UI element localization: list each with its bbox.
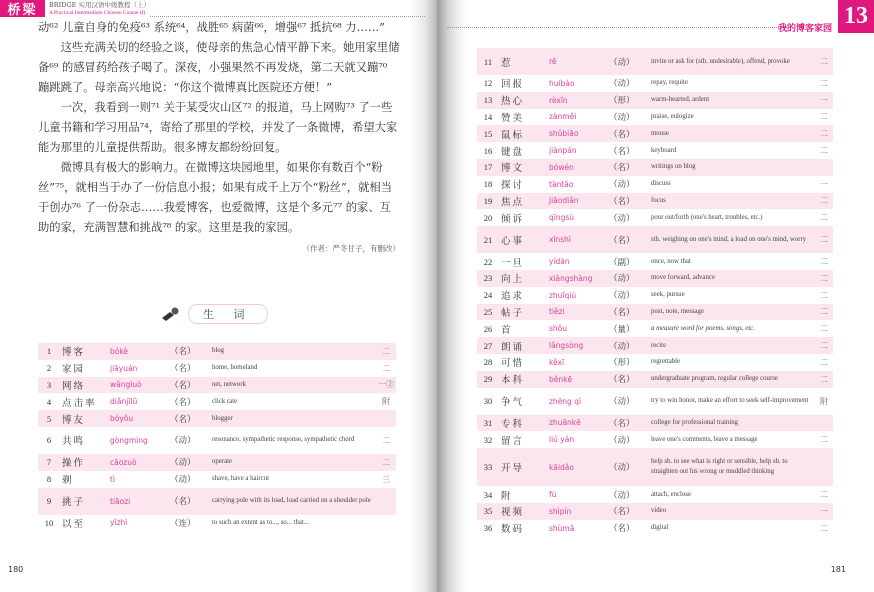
vocab-definition: recite	[651, 341, 667, 349]
vocab-definition: to such an extent as to..., so... that...	[212, 518, 309, 526]
vocab-word: 剃	[62, 475, 74, 487]
page-number: 180	[8, 565, 24, 574]
vocab-part-of-speech: （量）	[609, 324, 635, 335]
vocab-part-of-speech: （名）	[170, 397, 196, 408]
vocab-definition: net, network	[212, 380, 246, 388]
vocab-pinyin: xiàngshàng	[549, 273, 593, 283]
vocab-number: 16	[483, 145, 493, 156]
vocab-definition: video	[651, 507, 667, 515]
vocab-pinyin: jiāyuán	[110, 363, 138, 373]
vocab-row	[477, 287, 833, 304]
vocab-part-of-speech: （名）	[609, 307, 635, 318]
vocab-level: 二	[820, 129, 828, 139]
vocab-row	[477, 48, 833, 75]
vocab-number: 27	[483, 340, 493, 351]
vocab-word: 博文	[501, 163, 525, 175]
vocab-level: 二	[820, 257, 828, 267]
vocab-word: 热心	[501, 96, 525, 108]
vocab-pinyin: zhuīqiú	[549, 290, 577, 300]
vocab-word: 争气	[501, 397, 525, 409]
vocab-number: 8	[46, 474, 52, 485]
vocab-row	[477, 320, 833, 337]
vocab-definition: resonance, sympathetic response, sympathetic chord	[212, 436, 355, 444]
vocab-pinyin: rèxīn	[549, 95, 568, 105]
vocab-row	[477, 486, 833, 503]
vocab-row	[38, 471, 396, 488]
vocab-pinyin: yídàn	[549, 257, 570, 267]
vocab-part-of-speech: （动）	[609, 213, 635, 224]
vocab-row	[477, 371, 833, 388]
lesson-title: 我的博客家园	[777, 24, 832, 34]
vocab-pinyin: bówén	[549, 162, 574, 172]
vocab-number: 25	[483, 306, 493, 317]
vocab-number: 15	[483, 128, 493, 139]
vocab-word: 留言	[501, 435, 525, 447]
vocab-level: 二	[820, 307, 828, 317]
vocab-number: 35	[483, 506, 493, 517]
vocab-part-of-speech: （名）	[170, 414, 196, 425]
vocab-pinyin: wǎngluò	[110, 380, 142, 390]
article-paragraph: 微博具有极大的影响力。在微博这块园地里，如果你有数百个“粉丝”⁷⁵，就相当于办了一份信息小报；如果有成千上万个“粉丝”，就相当于创办⁷⁶ 了一份杂志……我爱博客，也爱微博，这是个多元⁷⁷ 的家、互助的家，充满智慧和挑战⁷⁸ 的家。这里是我的家园。	[38, 161, 392, 234]
vocab-pinyin: shùmǎ	[549, 523, 575, 533]
vocab-part-of-speech: （连）	[170, 518, 196, 529]
vocab-definition: discuss	[651, 180, 671, 188]
vocab-number: 30	[483, 396, 493, 407]
vocab-row	[38, 515, 396, 532]
vocab-level: 二	[820, 78, 828, 88]
vocab-part-of-speech: （动）	[609, 79, 635, 90]
vocab-row	[477, 109, 833, 126]
vocab-definition: undergraduate program, regular college course	[651, 375, 778, 383]
vocab-pinyin: kāidǎo	[549, 462, 574, 472]
vocab-part-of-speech: （名）	[170, 497, 196, 508]
vocab-table-right	[477, 48, 833, 537]
vocab-pinyin: běnkē	[549, 374, 573, 384]
vocab-part-of-speech: （名）	[609, 418, 635, 429]
vocab-word: 追求	[501, 291, 525, 303]
vocab-level: 二	[820, 357, 828, 367]
vocab-word: 焦点	[501, 196, 525, 208]
vocab-row	[477, 75, 833, 92]
vocab-definition: move forward, advance	[651, 274, 715, 282]
vocab-pinyin: tiězi	[549, 307, 565, 317]
vocab-pinyin: gòngmíng	[110, 435, 148, 445]
vocab-word: 挑子	[62, 497, 86, 509]
vocab-pinyin: zhēng qì	[549, 396, 582, 406]
vocab-level: 附	[820, 396, 828, 406]
vocab-word: 向上	[501, 274, 525, 286]
vocab-level: 二	[382, 363, 390, 373]
vocab-word: 回报	[501, 79, 525, 91]
vocab-row	[477, 431, 833, 448]
vocab-level: 二	[820, 374, 828, 384]
vocab-number: 6	[46, 435, 52, 446]
vocab-number: 34	[483, 489, 493, 500]
vocab-number: 11	[483, 56, 493, 67]
vocab-part-of-speech: （动）	[170, 458, 196, 469]
vocab-row	[477, 176, 833, 193]
vocab-level: 二	[820, 290, 828, 300]
vocab-number: 17	[483, 162, 493, 173]
vocab-row	[38, 360, 396, 377]
article-paragraph: 一次，我看到一则⁷¹ 关于某受灾山区⁷² 的报道，马上网购⁷³ 了一些儿童书籍和学习用品⁷⁴，寄给了那里的学校，并发了一条微博，希望大家能为那里的儿童提供帮助。很多博友都纷纷回复。	[38, 101, 398, 154]
vocab-definition: post, note, message	[651, 307, 704, 315]
vocab-row	[477, 503, 833, 520]
vocab-part-of-speech: （名）	[609, 507, 635, 518]
vocab-word: 探讨	[501, 180, 525, 192]
vocab-word: 家园	[62, 364, 86, 376]
vocab-number: 3	[46, 379, 52, 390]
vocab-number: 9	[46, 496, 52, 507]
vocab-level: 二	[820, 490, 828, 500]
vocab-pinyin: tì	[110, 474, 116, 484]
vocab-pinyin: rě	[549, 57, 557, 66]
vocab-level: 二	[382, 435, 390, 445]
vocab-number: 29	[483, 374, 493, 385]
vocab-number: 33	[483, 462, 493, 473]
vocab-level: 二	[820, 341, 828, 351]
vocab-level: 二	[820, 196, 828, 206]
vocab-number: 14	[483, 111, 493, 122]
vocab-pinyin: huíbào	[549, 78, 575, 88]
vocab-number: 10	[44, 517, 54, 528]
vocab-word: 数码	[501, 524, 525, 536]
vocab-part-of-speech: （动）	[609, 291, 635, 302]
vocab-level: 二	[820, 235, 828, 245]
vocab-word: 网络	[62, 380, 86, 392]
vocab-word: 专科	[501, 418, 525, 430]
vocab-number: 7	[46, 457, 52, 468]
vocab-word: 本科	[501, 375, 525, 387]
vocab-pinyin: kěxī	[549, 357, 565, 367]
vocab-row	[38, 377, 396, 394]
vocab-number: 18	[483, 179, 493, 190]
vocab-row	[38, 427, 396, 454]
vocab-level: 一	[820, 95, 828, 105]
vocab-number: 26	[483, 323, 493, 334]
vocab-pinyin: bókè	[110, 346, 129, 356]
vocab-definition: once, now that	[651, 257, 691, 265]
vocab-level: 一	[820, 506, 828, 516]
vocab-level: 二	[820, 146, 828, 156]
vocab-number: 2	[46, 363, 52, 374]
vocab-word: 首	[501, 324, 513, 336]
vocab-row	[477, 415, 833, 432]
vocab-pinyin: zànměi	[549, 112, 577, 122]
vocab-level: 附	[382, 397, 390, 407]
vocab-definition: leave one's comments, leave a message	[651, 435, 758, 443]
vocab-definition: operate	[212, 458, 232, 466]
vocab-number: 20	[483, 212, 493, 223]
vocab-word: 帖子	[501, 307, 525, 319]
vocab-definition: pour out/forth (one's heart, troubles, etc.)	[651, 213, 763, 221]
book-title: BRIDGE 实用汉语中级教程（上）	[49, 1, 150, 9]
vocab-part-of-speech: （动）	[609, 435, 635, 446]
vocab-part-of-speech: （名）	[609, 235, 635, 246]
vocab-level: 二	[820, 435, 828, 445]
vocab-row	[477, 209, 833, 226]
vocab-part-of-speech: （名）	[170, 364, 196, 375]
vocab-number: 5	[46, 413, 52, 424]
vocab-definition: writings on blog	[651, 163, 696, 171]
vocab-row	[477, 304, 833, 321]
vocab-heading	[160, 304, 268, 324]
article-paragraph: 这些充满关切的经验之谈，使母亲的焦急心情平静下来。她用家里储备⁶⁹ 的感冒药给孩子喝了。深夜，小强果然不再发烧，第二天就又蹦⁷⁰ 蹦跳跳了。母亲高兴地说：“你这个微博真比医院还方便！”	[38, 41, 400, 94]
vocab-pinyin: xīnshì	[549, 235, 572, 245]
vocab-part-of-speech: （动）	[609, 463, 635, 474]
vocab-word: 一旦	[501, 257, 525, 269]
vocab-number: 19	[483, 195, 493, 206]
vocab-number: 22	[483, 256, 493, 267]
vocab-pinyin: bóyǒu	[110, 414, 134, 424]
vocab-row	[477, 520, 833, 537]
vocab-row	[38, 393, 396, 410]
vocab-pinyin: shǔbiāo	[549, 129, 579, 139]
vocab-level: 二	[820, 57, 828, 66]
vocab-word: 视频	[501, 507, 525, 519]
vocab-row	[38, 488, 396, 515]
vocab-row	[477, 193, 833, 210]
vocab-row	[477, 125, 833, 142]
vocab-part-of-speech: （动）	[609, 57, 635, 68]
vocab-part-of-speech: （名）	[609, 129, 635, 140]
vocab-pinyin: tiāozi	[110, 496, 131, 506]
vocab-row	[477, 270, 833, 287]
vocab-definition: shave, have a haircut	[212, 475, 269, 483]
vocab-row	[477, 142, 833, 159]
vocab-part-of-speech: （动）	[170, 475, 196, 486]
vocab-word: 心事	[501, 235, 525, 247]
vocab-part-of-speech: （名）	[170, 347, 196, 358]
vocab-level: 一	[820, 179, 828, 189]
vocab-number: 12	[483, 78, 493, 89]
vocab-table-left	[38, 343, 396, 531]
vocab-row	[477, 388, 833, 415]
vocab-part-of-speech: （名）	[609, 375, 635, 386]
vocab-definition: carrying pole with its load, load carried on a shoulder pole	[212, 497, 371, 505]
vocab-row	[477, 92, 833, 109]
vocab-row	[477, 226, 833, 253]
vocab-definition: mouse	[651, 129, 669, 137]
vocab-pinyin: zhuānkē	[549, 418, 581, 428]
vocab-pinyin: qīngsù	[549, 213, 575, 223]
vocab-word: 朗诵	[501, 341, 525, 353]
vocab-word: 博友	[62, 414, 86, 426]
vocab-level: 二	[820, 213, 828, 223]
vocab-word: 博客	[62, 347, 86, 359]
vocab-number: 24	[483, 290, 493, 301]
vocab-definition: praise, eulogize	[651, 112, 694, 120]
vocab-number: 31	[483, 417, 493, 428]
vocab-row	[38, 410, 396, 427]
vocab-row	[477, 337, 833, 354]
vocab-number: 36	[483, 523, 493, 534]
vocab-part-of-speech: （动）	[609, 274, 635, 285]
vocab-number: 1	[46, 346, 52, 357]
vocab-word: 附	[501, 490, 513, 502]
vocab-definition: a measure word for poems, songs, etc.	[651, 324, 755, 332]
header-divider	[150, 16, 425, 17]
vocab-pinyin: diǎnjīlǜ	[110, 397, 138, 407]
vocab-level: 二	[820, 273, 828, 283]
vocab-row	[477, 354, 833, 371]
vocab-part-of-speech: （动）	[609, 180, 635, 191]
vocab-part-of-speech: （名）	[609, 146, 635, 157]
vocab-part-of-speech: （名）	[609, 524, 635, 535]
vocab-part-of-speech: （形）	[609, 358, 635, 369]
vocab-pinyin: shǒu	[549, 324, 568, 334]
vocab-definition: seek, pursue	[651, 291, 685, 299]
vocab-definition: repay, requite	[651, 79, 688, 87]
vocab-level: 二	[820, 324, 828, 334]
vocab-pinyin: tàntǎo	[549, 179, 574, 189]
vocab-part-of-speech: （动）	[609, 397, 635, 408]
article-paragraph: 动⁶² 儿童自身的免疫⁶³ 系统⁶⁴，战胜⁶⁵ 病菌⁶⁶，增强⁶⁷ 抵抗⁶⁸ 力……”	[38, 21, 385, 34]
vocab-row	[477, 159, 833, 176]
vocab-definition: regrettable	[651, 358, 681, 366]
vocab-level: 二	[382, 457, 390, 467]
vocab-pinyin: liú yán	[549, 435, 575, 445]
vocab-row	[477, 253, 833, 270]
vocab-word: 开导	[501, 463, 525, 475]
vocab-word: 惹	[501, 57, 513, 69]
vocab-number: 4	[46, 396, 52, 407]
page-number: 181	[830, 565, 846, 574]
vocab-level: 二	[820, 112, 828, 122]
vocab-word: 键盘	[501, 146, 525, 158]
vocab-part-of-speech: （动）	[609, 341, 635, 352]
vocab-level: 二	[382, 346, 390, 356]
vocab-title: 生 词	[188, 304, 268, 324]
vocab-definition: invite or ask for (sth. undesirable), offend, provoke	[651, 57, 790, 65]
vocab-word: 操作	[62, 458, 86, 470]
vocab-pinyin: yǐzhì	[110, 518, 128, 528]
vocab-level: 一②	[378, 380, 394, 390]
vocab-pinyin: shìpín	[549, 506, 572, 516]
right-page	[437, 0, 874, 592]
vocab-level: 三	[382, 474, 390, 484]
vocab-definition: warm-hearted, ardent	[651, 96, 710, 104]
vocab-word: 可惜	[501, 358, 525, 370]
vocab-part-of-speech: （名）	[609, 163, 635, 174]
vocab-number: 32	[483, 434, 493, 445]
vocab-pinyin: jiànpán	[549, 146, 577, 156]
article-body	[38, 18, 400, 238]
vocab-part-of-speech: （形）	[609, 96, 635, 107]
vocab-row	[477, 448, 833, 486]
vocab-number: 28	[483, 357, 493, 368]
vocab-definition: digital	[651, 524, 669, 532]
vocab-definition: sth. weighing on one's mind, a load on one's mind, worry	[651, 235, 807, 243]
book-subtitle: A Practical Intermediate Chinese Course (I)	[49, 10, 146, 16]
lesson-number: 13	[838, 0, 874, 33]
book-logo-tag: 桥梁	[0, 0, 45, 17]
vocab-definition: click rate	[212, 397, 238, 405]
header-divider	[447, 27, 787, 28]
article	[38, 18, 400, 254]
vocab-word: 共鸣	[62, 436, 86, 448]
vocab-definition: attach, enclose	[651, 490, 692, 498]
vocab-word: 以至	[62, 518, 86, 530]
vocab-pinyin: jiāodiǎn	[549, 196, 579, 206]
vocab-pinyin: fù	[549, 490, 557, 500]
vocab-part-of-speech: （动）	[609, 490, 635, 501]
vocab-number: 23	[483, 273, 493, 284]
vocab-part-of-speech: （动）	[170, 436, 196, 447]
vocab-part-of-speech: （动）	[609, 112, 635, 123]
vocab-row	[38, 343, 396, 360]
vocab-level: 二	[820, 523, 828, 533]
vocab-definition: college for professional training	[651, 418, 739, 426]
vocab-definition: blogger	[212, 414, 233, 422]
author-credit: （作者：严冬甘子，有删改）	[302, 244, 400, 253]
vocab-definition: home, homeland	[212, 364, 258, 372]
vocab-word: 赞美	[501, 112, 525, 124]
vocab-word: 倾诉	[501, 213, 525, 225]
vocab-row	[38, 454, 396, 471]
vocab-number: 13	[483, 95, 493, 106]
vocab-definition: help sb. to see what is right or sensible, help sb. to straighten out his wrong or muddled thinking	[651, 458, 788, 476]
vocab-pinyin: cāozuò	[110, 457, 137, 467]
vocab-number: 21	[483, 234, 493, 245]
vocab-definition: blog	[212, 347, 225, 355]
speaker-icon	[160, 306, 182, 322]
vocab-part-of-speech: （副）	[609, 257, 635, 268]
vocab-definition: keyboard	[651, 146, 677, 154]
vocab-definition: focus	[651, 196, 666, 204]
vocab-pinyin: lǎngsòng	[549, 341, 584, 351]
vocab-word: 点击率	[62, 397, 97, 409]
vocab-word: 鼠标	[501, 129, 525, 141]
vocab-definition: try to win honor, make an effort to seek self-improvement	[651, 397, 809, 405]
vocab-part-of-speech: （名）	[609, 196, 635, 207]
vocab-part-of-speech: （名）	[170, 380, 196, 391]
